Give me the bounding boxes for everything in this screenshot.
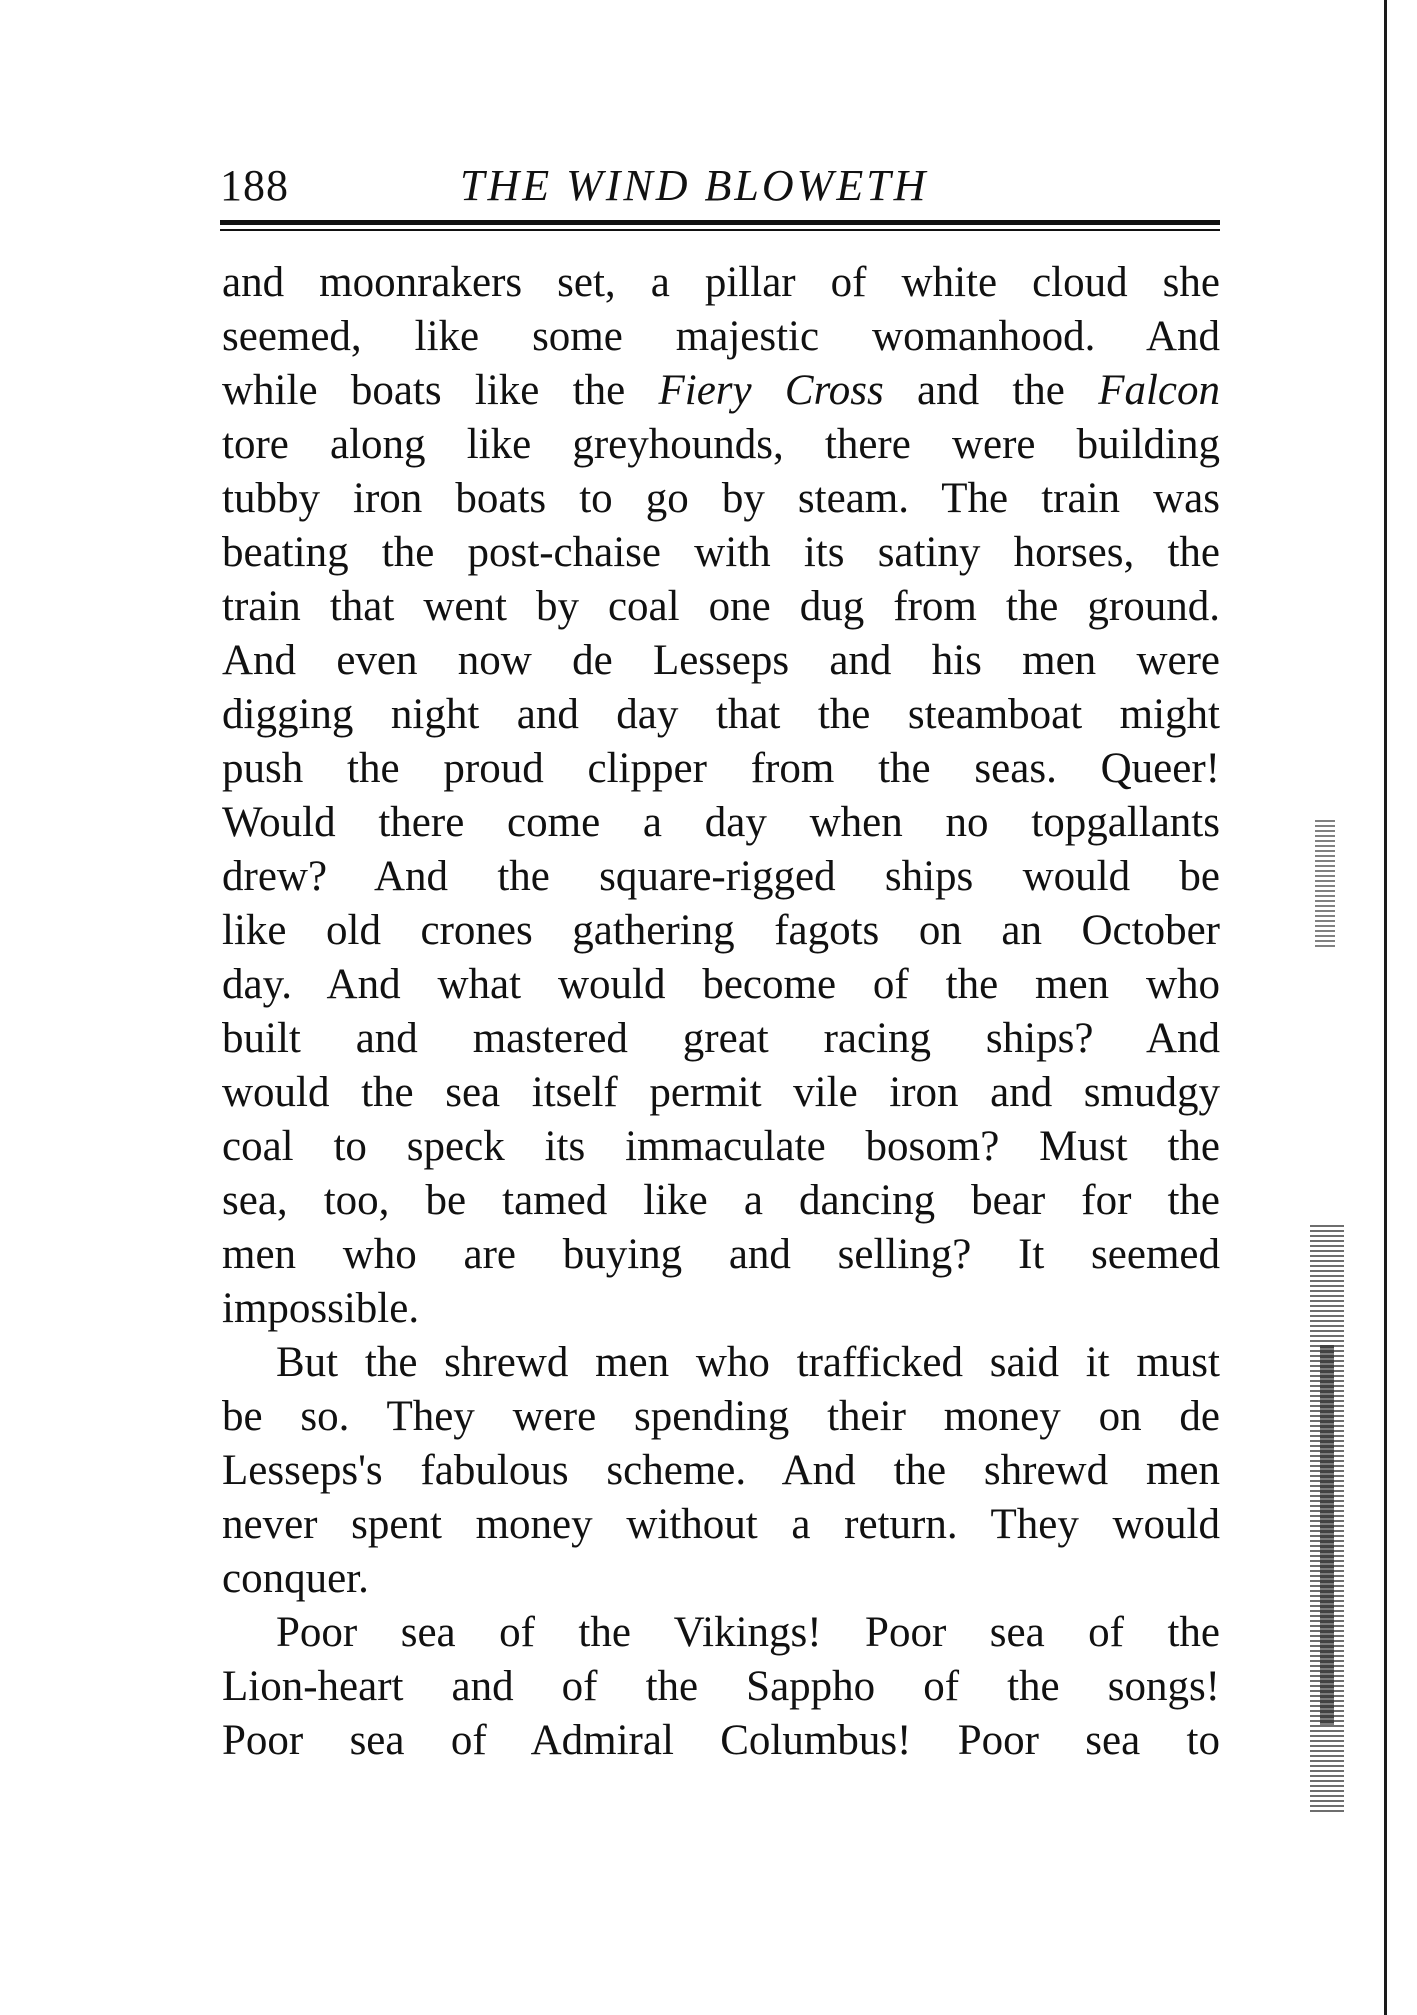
text-line: push the proud clipper from the seas. Queer! (222, 745, 1220, 792)
running-title: THE WIND BLOWETH (460, 161, 929, 210)
text-line: seemed, like some majestic womanhood. And (222, 313, 1220, 360)
text-line: coal to speck its immaculate bosom? Must the (222, 1123, 1220, 1170)
page-edge-line (1384, 0, 1387, 2015)
header-rule (220, 220, 1220, 225)
text-line: Would there come a day when no topgallants (222, 799, 1220, 846)
show-through-mark (1310, 1225, 1344, 1815)
text-line: day. And what would become of the men who (222, 961, 1220, 1008)
text-line: Lesseps's fabulous scheme. And the shrewd men (222, 1447, 1220, 1494)
text-line: digging night and day that the steamboat might (222, 691, 1220, 738)
text-line: impossible. (222, 1285, 420, 1332)
text-line: beating the post-chaise with its satiny horses, the (222, 529, 1220, 576)
text-line: and moonrakers set, a pillar of white cloud she (222, 259, 1220, 306)
text-line: tubby iron boats to go by steam. The train was (222, 475, 1220, 522)
text-line: tore along like greyhounds, there were building (222, 421, 1220, 468)
header-rule-thin (220, 229, 1220, 231)
text-line: But the shrewd men who trafficked said it must (276, 1339, 1220, 1386)
body-text (222, 256, 1220, 1768)
text-line: sea, too, be tamed like a dancing bear for the (222, 1177, 1220, 1224)
text-line: drew? And the square-rigged ships would be (222, 853, 1220, 900)
text-line: And even now de Lesseps and his men were (222, 637, 1220, 684)
text-line: train that went by coal one dug from the ground. (222, 583, 1220, 630)
text-line: like old crones gathering fagots on an October (222, 907, 1220, 954)
show-through-mark (1315, 820, 1335, 950)
text-line: men who are buying and selling? It seemed (222, 1231, 1220, 1278)
text-line: Poor sea of the Vikings! Poor sea of the (276, 1609, 1220, 1656)
text-line: be so. They were spending their money on de (222, 1393, 1220, 1440)
text-line: built and mastered great racing ships? And (222, 1015, 1220, 1062)
ship-name-fiery-cross: Fiery Cross (658, 367, 884, 414)
text-line: Lion-heart and of the Sappho of the songs! (222, 1663, 1220, 1710)
text-line: would the sea itself permit vile iron and smudgy (222, 1069, 1220, 1116)
ship-name-falcon: Falcon (1098, 367, 1220, 414)
page-number: 188 (220, 161, 289, 210)
text-line: never spent money without a return. They would (222, 1501, 1220, 1548)
text-line: while boats like the Fiery Cross and the Falcon (222, 367, 1220, 414)
page-header (220, 158, 1220, 214)
text-line: conquer. (222, 1555, 369, 1602)
text-line: Poor sea of Admiral Columbus! Poor sea to (222, 1717, 1220, 1764)
